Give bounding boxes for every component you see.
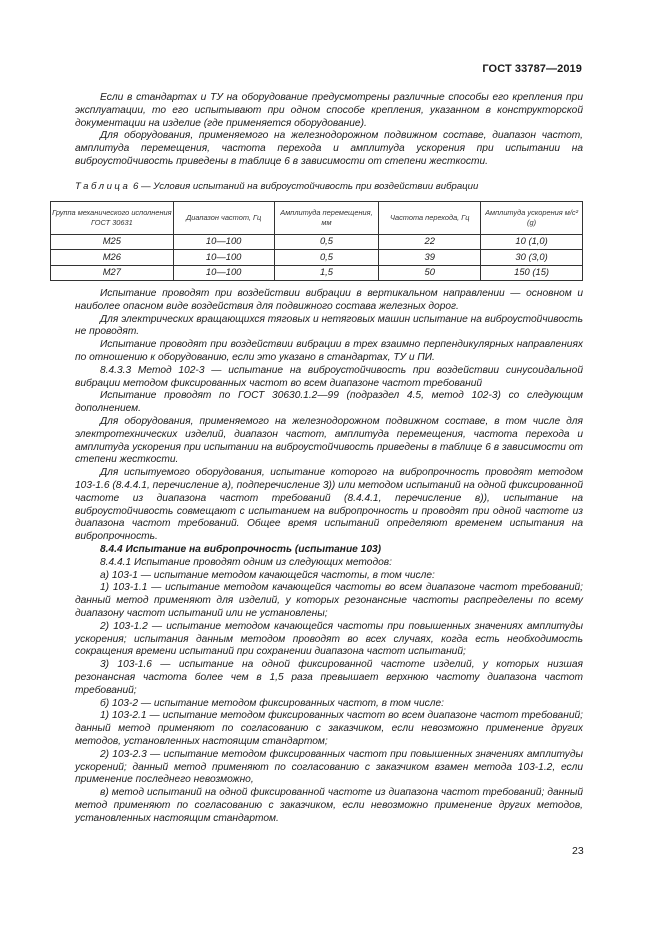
table-row (51, 265, 583, 281)
table-cell: 30 (3,0) (481, 250, 583, 266)
table-cell: М25 (51, 234, 174, 250)
list-item: б) 103-2 — испытание методом фиксированных частот, в том числе: (100, 697, 444, 709)
paragraph: Для оборудования, применяемого на железнодорожном подвижном составе, диапазон частот, амплитуда перемещения, частота перехода и амплитуда ускорения при испытании на виброустойчивость приведены в таблице 6 в зависимости от степени жесткости. (75, 130, 583, 167)
paragraph: 8.4.3.3 Метод 102-3 — испытание на виброустойчивость при воздействии синусоидальной вибрации методом фиксированных частот во всем диапазоне частот требований (75, 364, 583, 389)
paragraph: Испытание проводят по ГОСТ 30630.1.2—99 (подраздел 4.5, метод 102-3) со следующим дополнением. (75, 390, 583, 415)
table-cell: 1,5 (274, 265, 379, 281)
table-header-cell: Группа механического исполнения ГОСТ 30631 (51, 201, 174, 234)
table-row (51, 250, 583, 266)
list-item: 1) 103-2.1 — испытание методом фиксированных частот во всем диапазоне частот требований; данный метод применяют по согласованию с заказчиком, если невозможно применение других методов, установленных настоящим стандартом; (75, 710, 583, 747)
table-cell: 10—100 (173, 234, 274, 250)
table-header-cell: Диапазон частот, Гц (173, 201, 274, 234)
table-cell: М26 (51, 250, 174, 266)
paragraph: Для испытуемого оборудования, испытание которого на вибропрочность проводят методом 103-1.6 (8.4.4.1, перечисление а), подперечисление 3)) или методом испытаний на одной фиксированной частоте из диапазона частот требований (8.4.4.1, перечисление в)), испытание на виброустойчивость совмещают с испытанием на вибропрочность и проводят при одной частоте из диапазона частот требований. Общее время испытаний определяют временем испытания на вибропрочность. (75, 467, 583, 543)
table-cell: 150 (15) (481, 265, 583, 281)
table-cell: 10—100 (173, 265, 274, 281)
paragraph: Если в стандартах и ТУ на оборудование предусмотрены различные способы его крепления при эксплуатации, то его испытывают при одном способе крепления, указанном в конструкторской документации на изделие (где применяется оборудование). (75, 92, 583, 129)
paragraph: Для электрических вращающихся тяговых и нетяговых машин испытание на виброустойчивость не проводят. (75, 313, 583, 338)
table-header-row (51, 201, 583, 234)
table-caption-text: 6 — Условия испытаний на виброустойчивость при воздействии вибрации (130, 180, 479, 192)
page-content (52, 92, 583, 826)
table-header-cell: Частота перехода, Гц (379, 201, 481, 234)
table-row (51, 234, 583, 250)
vibration-conditions-table (50, 201, 583, 282)
table-cell: 0,5 (274, 250, 379, 266)
table-cell: 22 (379, 234, 481, 250)
table-cell: 10—100 (173, 250, 274, 266)
paragraph: 8.4.4.1 Испытание проводят одним из следующих методов: (100, 556, 392, 568)
table-cell: 50 (379, 265, 481, 281)
table-cell: 0,5 (274, 234, 379, 250)
document-code-header: ГОСТ 33787—2019 (482, 63, 582, 75)
table-cell: 39 (379, 250, 481, 266)
table-header-cell: Амплитуда ускорения м/с² (g) (481, 201, 583, 234)
page-number: 23 (572, 845, 584, 857)
table-caption (75, 181, 583, 194)
table-cell: М27 (51, 265, 174, 281)
table-cell: 10 (1,0) (481, 234, 583, 250)
section-heading: 8.4.4 Испытание на вибропрочность (испытание 103) (100, 544, 382, 556)
list-item: 2) 103-2.3 — испытание методом фиксированных частот при повышенных значениях амплитуды ускорений; данный метод применяют по согласованию с заказчиком взамен метода 103-1.2, если применение последнего невозможно, (75, 748, 583, 786)
table-caption-label: Таблица (75, 180, 131, 192)
list-item: а) 103-1 — испытание методом качающейся частоты, в том числе: (100, 569, 435, 581)
list-item: 3) 103-1.6 — испытание на одной фиксированной частоте изделий, у которых низшая резонансная частота более чем в 1,5 раза превышает верхнюю частоту диапазона частот требований; (75, 659, 583, 696)
list-item: 2) 103-1.2 — испытание методом качающейся частоты при повышенных значениях амплитуды ускорения; испытания данным методом проводят во всех случаях, когда есть необходимость сокращения времени испытаний при сохранении диапазона частот испытаний; (75, 620, 583, 658)
paragraph: Испытание проводят при воздействии вибрации в трех взаимно перпендикулярных направлениях по отношению к оборудованию, если это указано в стандартах, ТУ и ПИ. (75, 339, 583, 364)
paragraph: Для оборудования, применяемого на железнодорожном подвижном составе, в том числе для электротехнических изделий, диапазон частот, амплитуда перемещения, частота перехода и амплитуда ускорения при испытании на виброустойчивость приведены в таблице 6 в зависимости от степени жесткости. (75, 416, 583, 466)
paragraph: Испытание проводят при воздействии вибрации в вертикальном направлении — основном и наиболее опасном виде воздействия для подвижного состава железных дорог. (75, 288, 583, 312)
list-item: 1) 103-1.1 — испытание методом качающейся частоты во всем диапазоне частот требований; данный метод применяют для изделий, у которых резонансные частоты распределены по всему диапазону частот испытаний или не установлены; (75, 582, 583, 619)
list-item: в) метод испытаний на одной фиксированной частоте из диапазона частот требований; данный метод применяют по согласованию с заказчиком, если невозможно применение других методов, установленных настоящим стандартом. (75, 787, 583, 824)
table-header-cell: Амплитуда перемещения, мм (274, 201, 379, 234)
